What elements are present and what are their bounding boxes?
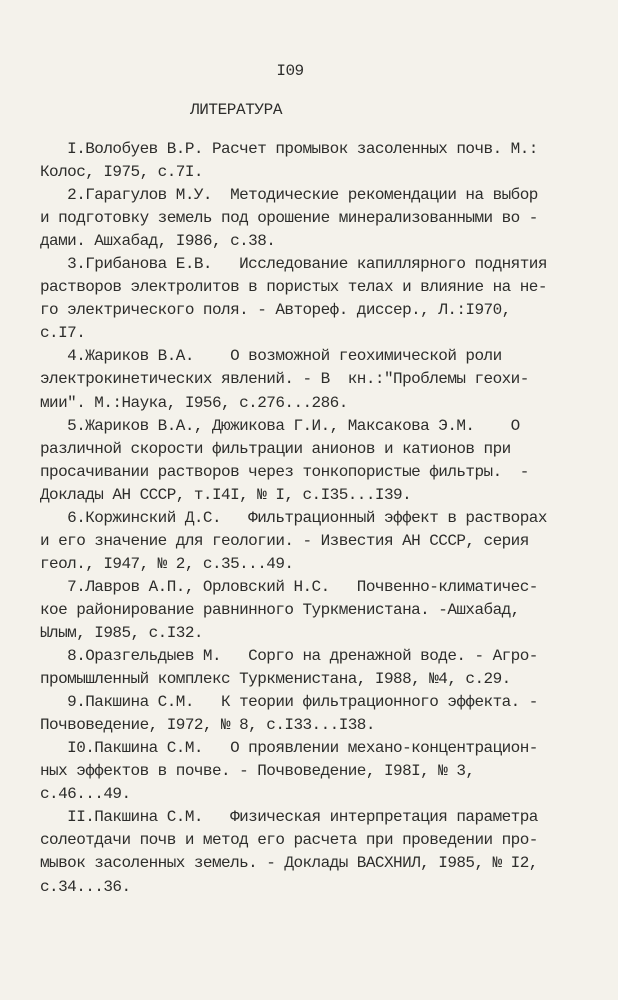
reference-line: 9.Пакшина С.М. К теории фильтрационного эффекта. - [40, 693, 538, 712]
reference-line: мывок засоленных земель. - Доклады ВАСХНИЛ, I985, № I2, [40, 854, 538, 873]
reference-line: различной скорости фильтрации анионов и катионов при [40, 439, 511, 458]
reference-line: солеотдачи почв и метод его расчета при проведении про- [40, 831, 538, 850]
reference-item [40, 138, 562, 184]
reference-line: дами. Ашхабад, I986, с.38. [40, 232, 276, 251]
reference-line: просачивании растворов через тонкопористые фильтры. - [40, 462, 529, 481]
reference-line: 5.Жариков В.А., Дюжикова Г.И., Максакова Э.М. О [40, 416, 520, 435]
page-number: I09 [276, 62, 304, 80]
reference-item [40, 184, 562, 253]
reference-line: кое районирование равнинного Туркменистана. -Ашхабад, [40, 600, 520, 619]
reference-line: и его значение для геологии. - Известия АН СССР, серия [40, 531, 529, 550]
reference-line: I0.Пакшина С.М. О проявлении механо-концентрацион- [40, 739, 538, 758]
reference-item [40, 806, 562, 898]
reference-list [40, 138, 562, 899]
reference-line: геол., I947, № 2, с.35...49. [40, 554, 294, 573]
reference-line: электрокинетических явлений. - В кн.:"Проблемы геохи- [40, 370, 529, 389]
reference-line: растворов электролитов в пористых телах и влияние на не- [40, 278, 547, 297]
reference-line: и подготовку земель под орошение минерализованными во - [40, 209, 538, 228]
reference-line: го электрического поля. - Автореф. диссер., Л.:I970, [40, 301, 511, 320]
reference-line: II.Пакшина С.М. Физическая интерпретация параметра [40, 808, 538, 827]
reference-line: 7.Лавров А.П., Орловский Н.С. Почвенно-климатичес- [40, 577, 538, 596]
reference-item [40, 737, 562, 806]
reference-item [40, 691, 562, 737]
reference-line: 4.Жариков В.А. О возможной геохимической роли [40, 347, 502, 366]
reference-line: 8.Оразгельдыев М. Сорго на дренажной воде. - Агро- [40, 647, 538, 666]
reference-line: промышленный комплекс Туркменистана, I988, №4, с.29. [40, 670, 511, 689]
reference-line: Почвоведение, I972, № 8, с.I33...I38. [40, 716, 375, 735]
reference-line: с.46...49. [40, 785, 131, 804]
reference-line: Доклады АН СССР, т.I4I, № I, с.I35...I39. [40, 485, 412, 504]
reference-line: ных эффектов в почве. - Почвоведение, I98I, № 3, [40, 762, 475, 781]
reference-line: 6.Коржинский Д.С. Фильтрационный эффект в растворах [40, 508, 547, 527]
reference-item [40, 507, 562, 576]
reference-line: I.Волобуев В.Р. Расчет промывок засоленных почв. М.: [40, 140, 538, 158]
reference-line: 3.Грибанова Е.В. Исследование капиллярного поднятия [40, 255, 547, 274]
reference-line: мии". М.:Наука, I956, с.276...286. [40, 393, 348, 412]
page-title: ЛИТЕРАТУРА [190, 101, 283, 119]
reference-line: Колос, I975, с.7I. [40, 163, 203, 182]
reference-line: Ылым, I985, с.I32. [40, 623, 203, 642]
reference-item [40, 645, 562, 691]
reference-line: с.34...36. [40, 877, 131, 896]
reference-item [40, 253, 562, 345]
reference-item [40, 576, 562, 645]
reference-line: с.I7. [40, 324, 86, 343]
reference-item [40, 345, 562, 414]
reference-item [40, 415, 562, 507]
reference-line: 2.Гарагулов М.У. Методические рекомендации на выбор [40, 186, 538, 205]
